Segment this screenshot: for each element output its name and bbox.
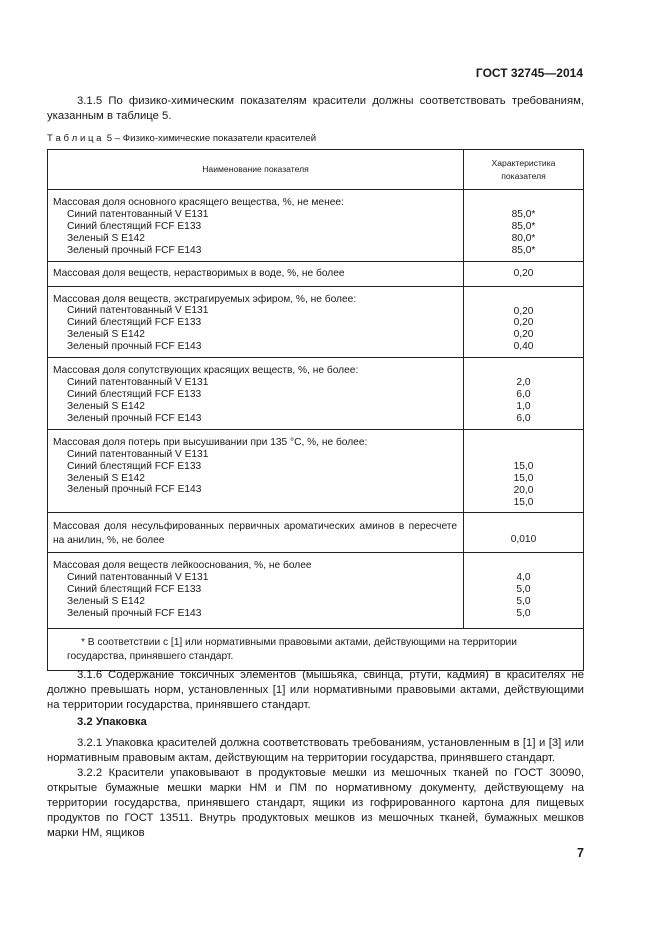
row-label-cell bbox=[48, 553, 464, 629]
item-label: Синий патентованный V Е131 bbox=[67, 377, 209, 389]
table-footnote: * В соответствии с [1] или нормативными правовыми актами, действующими на территории государства, принявшего стандарт. bbox=[48, 628, 584, 670]
item-value: 85,0* bbox=[511, 244, 536, 256]
item-label: Синий патентованный V Е131 bbox=[67, 448, 209, 460]
row-label-cell bbox=[48, 190, 464, 262]
item-label: Зеленый S Е142 bbox=[67, 596, 145, 608]
item-value: 0,40 bbox=[513, 341, 534, 353]
row-value-cell bbox=[464, 286, 584, 358]
row-label-cell bbox=[48, 513, 464, 553]
col2-header bbox=[464, 150, 584, 190]
table-row bbox=[48, 286, 584, 358]
paragraph-3-2-1: 3.2.1 Упаковка красителей должна соответствовать требованиям, установленным в [1] и [3] или нормативным правовым актам, действующим на территории государства, принявшего стандарт. bbox=[47, 737, 584, 764]
col2-header-line2: показателя bbox=[501, 170, 546, 181]
item-value: 0,20 bbox=[513, 305, 534, 317]
item-value: 0,010 bbox=[510, 534, 537, 546]
table-row bbox=[48, 261, 584, 286]
paragraph-3-1-6: 3.1.6 Содержание токсичных элементов (мышьяка, свинца, ртути, кадмия) в красителях не должно превышать норм, установленных [1] или нормативными правовыми актами, действующими на территории государства, принявшего стандарт. bbox=[47, 669, 584, 711]
table-row bbox=[48, 358, 584, 430]
item-value: 20,0 bbox=[513, 484, 534, 496]
item-value: 15,0 bbox=[513, 460, 534, 472]
table-caption: Т а б л и ц а 5 – Физико-химические показатели красителей bbox=[47, 133, 317, 144]
item-label: Синий патентованный V Е131 bbox=[67, 305, 209, 317]
item-label: Зеленый прочный FCF Е143 bbox=[67, 412, 202, 424]
item-label: Зеленый S Е142 bbox=[67, 232, 145, 244]
row-value-cell bbox=[464, 429, 584, 513]
table-row bbox=[48, 429, 584, 513]
row-label-cell bbox=[48, 358, 464, 430]
row-value-cell bbox=[464, 513, 584, 553]
row-label-cell bbox=[48, 286, 464, 358]
group-title: Массовая доля несульфированных первичных ароматических аминов в пересчете на анилин, %, не более bbox=[53, 521, 457, 547]
row-value-cell bbox=[464, 261, 584, 286]
item-value: 5,0 bbox=[516, 584, 531, 596]
item-value: 0,20 bbox=[513, 329, 534, 341]
group-title: Массовая доля основного красящего вещества, %, не менее: bbox=[53, 197, 344, 208]
item-value: 85,0* bbox=[511, 220, 536, 232]
table-row bbox=[48, 513, 584, 553]
row-value-cell bbox=[464, 358, 584, 430]
item-value: 4,0 bbox=[516, 572, 531, 584]
item-value: 1,0 bbox=[516, 400, 531, 412]
item-label: Синий блестящий FCF Е133 bbox=[67, 317, 202, 329]
paragraph-3-2-2: 3.2.2 Красители упаковывают в продуктовые мешки из мешочных тканей по ГОСТ 30090, открытые бумажные мешки марки НМ и ПМ по нормативному документу, действующему на территории государства, принявшего стандарт, ящики из гофрированного картона для пищевых продуктов по ГОСТ 13511. Внутрь продуктовых мешков из мешочных тканей, бумажных мешков марки НМ, ящиков bbox=[47, 767, 584, 839]
item-label: Синий блестящий FCF Е133 bbox=[67, 460, 202, 472]
item-value: 6,0 bbox=[516, 389, 531, 401]
item-value: 2,0 bbox=[516, 377, 531, 389]
document-code: ГОСТ 32745—2014 bbox=[475, 66, 583, 80]
item-value: 5,0 bbox=[516, 596, 531, 608]
item-value: 15,0 bbox=[513, 496, 534, 508]
item-value: 0,20 bbox=[513, 317, 534, 329]
table-5 bbox=[47, 149, 584, 671]
row-label-cell bbox=[48, 429, 464, 513]
group-title: Массовая доля веществ лейкооснования, %, не более bbox=[53, 560, 312, 572]
item-label: Синий блестящий FCF Е133 bbox=[67, 388, 202, 400]
row-value-cell bbox=[464, 553, 584, 629]
item-label: Зеленый S Е142 bbox=[67, 472, 145, 484]
item-label: Зеленый прочный FCF Е143 bbox=[67, 484, 202, 496]
item-label: Зеленый прочный FCF Е143 bbox=[67, 341, 202, 353]
table-footnote-row bbox=[48, 628, 584, 670]
item-label: Синий блестящий FCF Е133 bbox=[67, 220, 202, 232]
item-value: 15,0 bbox=[513, 472, 534, 484]
group-title: Массовая доля веществ, нерастворимых в воде, %, не более bbox=[53, 267, 345, 279]
item-label: Зеленый прочный FCF Е143 bbox=[67, 608, 202, 620]
group-title: Массовая доля потерь при высушивании при 135 °С, %, не более: bbox=[53, 436, 368, 448]
section-heading: 3.2 Упаковка bbox=[77, 716, 147, 728]
item-label: Синий патентованный V Е131 bbox=[67, 572, 209, 584]
paragraph-3-1-5: 3.1.5 По физико-химическим показателям красители должны соответствовать требованиям, указанным в таблице 5. bbox=[47, 95, 584, 122]
item-label: Зеленый S Е142 bbox=[67, 329, 145, 341]
group-title: Массовая доля сопутствующих красящих веществ, %, не более: bbox=[53, 365, 359, 377]
group-title: Массовая доля веществ, экстрагируемых эфиром, %, не более: bbox=[53, 293, 357, 305]
page-number: 7 bbox=[577, 846, 584, 860]
col1-header: Наименование показателя bbox=[48, 150, 464, 190]
item-label: Зеленый прочный FCF Е143 bbox=[67, 244, 202, 256]
item-value: 80,0* bbox=[511, 232, 536, 244]
item-value: 5,0 bbox=[516, 608, 531, 620]
item-label: Синий блестящий FCF Е133 bbox=[67, 584, 202, 596]
row-value-cell bbox=[464, 190, 584, 262]
row-label-cell bbox=[48, 261, 464, 286]
item-label: Синий патентованный V Е131 bbox=[67, 208, 209, 220]
table-header-row bbox=[48, 150, 584, 190]
table-row bbox=[48, 553, 584, 629]
table-row bbox=[48, 190, 584, 262]
item-value: 85,0* bbox=[511, 209, 536, 220]
item-value: 0,20 bbox=[513, 267, 534, 279]
col2-header-line1: Характеристика bbox=[491, 158, 556, 168]
item-value: 6,0 bbox=[516, 412, 531, 424]
item-label: Зеленый S Е142 bbox=[67, 400, 145, 412]
